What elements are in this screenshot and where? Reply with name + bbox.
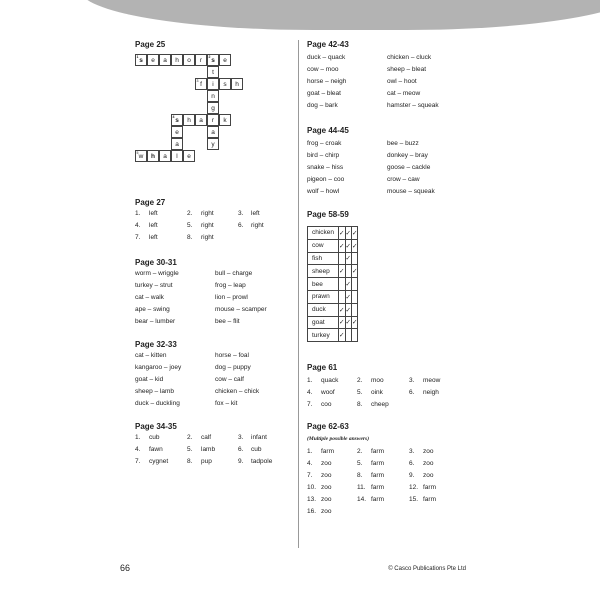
crossword-cell: e [171, 126, 183, 138]
crossword-cell: r [195, 54, 207, 66]
answer: owl – hoot [387, 78, 417, 85]
section-title: Page 61 [307, 363, 338, 372]
item-number: 7. [307, 472, 313, 479]
answer: frog – croak [307, 140, 342, 147]
item-number: 3. [238, 210, 244, 217]
item-number: 3. [409, 448, 415, 455]
answer: calf [201, 434, 212, 441]
item-number: 6. [238, 446, 244, 453]
check-mark-cell: ✓ [339, 265, 345, 278]
table-row [308, 303, 358, 316]
answer: duck – quack [307, 54, 346, 61]
item-number: 1. [307, 377, 313, 384]
item-number: 5. [357, 389, 363, 396]
table-row [308, 329, 358, 342]
check-mark-cell: ✓ [339, 303, 345, 316]
answer: cat – meow [387, 90, 421, 97]
answer: snake – hiss [307, 164, 344, 171]
answer: sheep – bleat [387, 66, 427, 73]
crossword-cell: h [171, 54, 183, 66]
animal-name: goat [308, 316, 339, 329]
answer: kangaroo – joey [135, 364, 182, 371]
crossword-cell: e [183, 150, 195, 162]
crossword-cell: a [159, 54, 171, 66]
section-title: Page 27 [135, 198, 166, 207]
item-number: 7. [135, 458, 141, 465]
answer: farm [371, 472, 384, 479]
animal-name: duck [308, 303, 339, 316]
section-title: Page 42-43 [307, 40, 349, 49]
answer: farm [423, 496, 436, 503]
crossword-cell: h [183, 114, 195, 126]
answer: right [201, 210, 214, 217]
answer: mouse – scamper [215, 306, 267, 313]
answer: zoo [321, 496, 332, 503]
check-mark-cell: ✓ [351, 239, 357, 252]
answer: left [149, 234, 158, 241]
empty-cell [351, 252, 357, 265]
crossword-cell: h [231, 78, 243, 90]
crossword-cell: a [195, 114, 207, 126]
check-mark-cell: ✓ [345, 239, 351, 252]
section-title: Page 32-33 [135, 340, 177, 349]
answer: dog – puppy [215, 364, 251, 371]
answer: farm [423, 484, 436, 491]
crossword-cell: i [207, 78, 219, 90]
item-number: 9. [409, 472, 415, 479]
check-mark-cell: ✓ [345, 278, 351, 291]
crossword-cell: h [147, 150, 159, 162]
answer: zoo [423, 448, 434, 455]
section-title: Page 58-59 [307, 210, 349, 219]
answer: donkey – bray [387, 152, 428, 159]
answer: right [201, 222, 214, 229]
item-number: 11. [357, 484, 366, 491]
answer: cygnet [149, 458, 169, 465]
item-number: 3. [409, 377, 415, 384]
item-number: 4. [135, 222, 141, 229]
answer: zoo [321, 508, 332, 515]
answer: fox – kit [215, 400, 238, 407]
check-mark-cell: ✓ [345, 303, 351, 316]
answer: cat – walk [135, 294, 164, 301]
answer: farm [371, 496, 384, 503]
answer: infant [251, 434, 267, 441]
check-mark-cell: ✓ [339, 329, 345, 342]
table-row [308, 316, 358, 329]
answer: coo [321, 401, 332, 408]
answer: farm [371, 460, 384, 467]
check-table [307, 226, 358, 342]
check-mark-cell: ✓ [345, 252, 351, 265]
check-mark-cell: ✓ [351, 316, 357, 329]
check-mark-cell: ✓ [339, 316, 345, 329]
item-number: 3. [238, 434, 244, 441]
item-number: 2. [357, 448, 363, 455]
answer: goose – cackle [387, 164, 431, 171]
item-number: 4. [307, 460, 313, 467]
note-text: (Multiple possible answers) [307, 436, 370, 442]
crossword-cell: 4 s [171, 114, 183, 126]
check-mark-cell: ✓ [351, 227, 357, 240]
check-mark-cell: ✓ [345, 227, 351, 240]
answer: neigh [423, 389, 439, 396]
answer: zoo [321, 484, 332, 491]
answer: lion – prowl [215, 294, 248, 301]
answer: pigeon – coo [307, 176, 345, 183]
item-number: 8. [187, 458, 193, 465]
answer: woof [321, 389, 335, 396]
answer: farm [371, 448, 384, 455]
table-row [308, 239, 358, 252]
item-number: 4. [135, 446, 141, 453]
crossword-cell: e [219, 54, 231, 66]
answer: moo [371, 377, 384, 384]
item-number: 10. [307, 484, 317, 491]
crossword-cell: e [147, 54, 159, 66]
item-number: 5. [187, 222, 193, 229]
item-number: 13. [307, 496, 317, 503]
answer: goat – bleat [307, 90, 341, 97]
table-row [308, 227, 358, 240]
animal-name: cow [308, 239, 339, 252]
answer: turkey – strut [135, 282, 173, 289]
answer: bee – buzz [387, 140, 419, 147]
answer: sheep – lamb [135, 388, 175, 395]
answer: horse – foal [215, 352, 249, 359]
answer: hamster – squeak [387, 102, 439, 109]
answer: frog – leap [215, 282, 246, 289]
answer: meow [423, 377, 441, 384]
answer: cow – moo [307, 66, 339, 73]
check-mark-cell: ✓ [351, 265, 357, 278]
answer: cub [149, 434, 160, 441]
answer: bull – charge [215, 270, 253, 277]
animal-name: bee [308, 278, 339, 291]
answer: duck – duckling [135, 400, 180, 407]
answer: zoo [423, 472, 434, 479]
item-number: 8. [187, 234, 193, 241]
answer: ape – swing [135, 306, 170, 313]
crossword-cell: a [159, 150, 171, 162]
item-number: 4. [307, 389, 313, 396]
answer: zoo [321, 472, 332, 479]
crossword-cell: 5 w [135, 150, 147, 162]
crossword-cell: t [207, 66, 219, 78]
animal-name: chicken [308, 227, 339, 240]
copyright-text: © Casco Publications Pte Ltd [388, 566, 466, 572]
table-row [308, 252, 358, 265]
item-number: 8. [357, 401, 363, 408]
answer: chicken – chick [215, 388, 260, 395]
answer: left [251, 210, 260, 217]
crossword-cell: o [183, 54, 195, 66]
answer: zoo [423, 460, 434, 467]
answer: worm – wriggle [135, 270, 179, 277]
answer: cat – kitten [135, 352, 167, 359]
answer: cub [251, 446, 262, 453]
answer: bird – chirp [307, 152, 340, 159]
answer: farm [371, 484, 384, 491]
item-number: 2. [357, 377, 363, 384]
animal-name: prawn [308, 290, 339, 303]
crossword-cell: g [207, 102, 219, 114]
page-number: 66 [120, 563, 131, 573]
answer: wolf – howl [307, 188, 340, 195]
answer: oink [371, 389, 383, 396]
crossword-cell: y [207, 138, 219, 150]
answer: cow – calf [215, 376, 244, 383]
table-row [308, 278, 358, 291]
item-number: 14. [357, 496, 367, 503]
crossword-cell: r [207, 114, 219, 126]
item-number: 1. [135, 210, 141, 217]
answer: dog – bark [307, 102, 338, 109]
answer: fawn [149, 446, 163, 453]
item-number: 5. [357, 460, 363, 467]
crossword-cell: a [171, 138, 183, 150]
item-number: 9. [238, 458, 244, 465]
answer: quack [321, 377, 339, 384]
answer: pup [201, 458, 212, 465]
answer: right [201, 234, 214, 241]
animal-name: turkey [308, 329, 339, 342]
section-title: Page 25 [135, 40, 166, 49]
empty-cell [351, 278, 357, 291]
answer: left [149, 222, 158, 229]
column-divider [298, 40, 299, 548]
check-mark-cell: ✓ [345, 290, 351, 303]
answer: chicken – cluck [387, 54, 432, 61]
crossword-cell: 2 s [207, 54, 219, 66]
answer: lamb [201, 446, 216, 453]
crossword-cell: s [219, 78, 231, 90]
item-number: 5. [187, 446, 193, 453]
item-number: 7. [135, 234, 141, 241]
answer: goat – kid [135, 376, 164, 383]
header-banner [80, 0, 600, 30]
item-number: 6. [409, 460, 415, 467]
check-mark-cell: ✓ [339, 227, 345, 240]
item-number: 7. [307, 401, 313, 408]
item-number: 2. [187, 210, 193, 217]
animal-name: sheep [308, 265, 339, 278]
animal-name: fish [308, 252, 339, 265]
empty-cell [351, 290, 357, 303]
answer: right [251, 222, 264, 229]
empty-cell [351, 329, 357, 342]
check-mark-cell: ✓ [345, 316, 351, 329]
answer: farm [321, 448, 334, 455]
item-number: 6. [409, 389, 415, 396]
crossword-cell: l [171, 150, 183, 162]
section-title: Page 62-63 [307, 422, 349, 431]
item-number: 16. [307, 508, 317, 515]
table-row [308, 265, 358, 278]
answer: left [149, 210, 158, 217]
crossword-cell: n [207, 90, 219, 102]
item-number: 1. [307, 448, 313, 455]
crossword-cell: a [207, 126, 219, 138]
answer: tadpole [251, 458, 273, 465]
item-number: 1. [135, 434, 141, 441]
crossword-cell: k [219, 114, 231, 126]
item-number: 15. [409, 496, 419, 503]
item-number: 6. [238, 222, 244, 229]
crossword-grid [135, 54, 275, 182]
item-number: 12. [409, 484, 419, 491]
check-mark-cell: ✓ [339, 239, 345, 252]
crossword-cell: 3 f [195, 78, 207, 90]
item-number: 2. [187, 434, 193, 441]
section-title: Page 34-35 [135, 422, 177, 431]
crossword-cell: 1 s [135, 54, 147, 66]
answer: bear – lumber [135, 318, 176, 325]
answer: bee – flit [215, 318, 240, 325]
item-number: 8. [357, 472, 363, 479]
table-row [308, 290, 358, 303]
section-title: Page 44-45 [307, 126, 349, 135]
answer: cheep [371, 401, 389, 408]
empty-cell [351, 303, 357, 316]
answer: zoo [321, 460, 332, 467]
section-title: Page 30-31 [135, 258, 177, 267]
answer: horse – neigh [307, 78, 347, 85]
answer: mouse – squeak [387, 188, 435, 195]
answer: crow – caw [387, 176, 420, 183]
